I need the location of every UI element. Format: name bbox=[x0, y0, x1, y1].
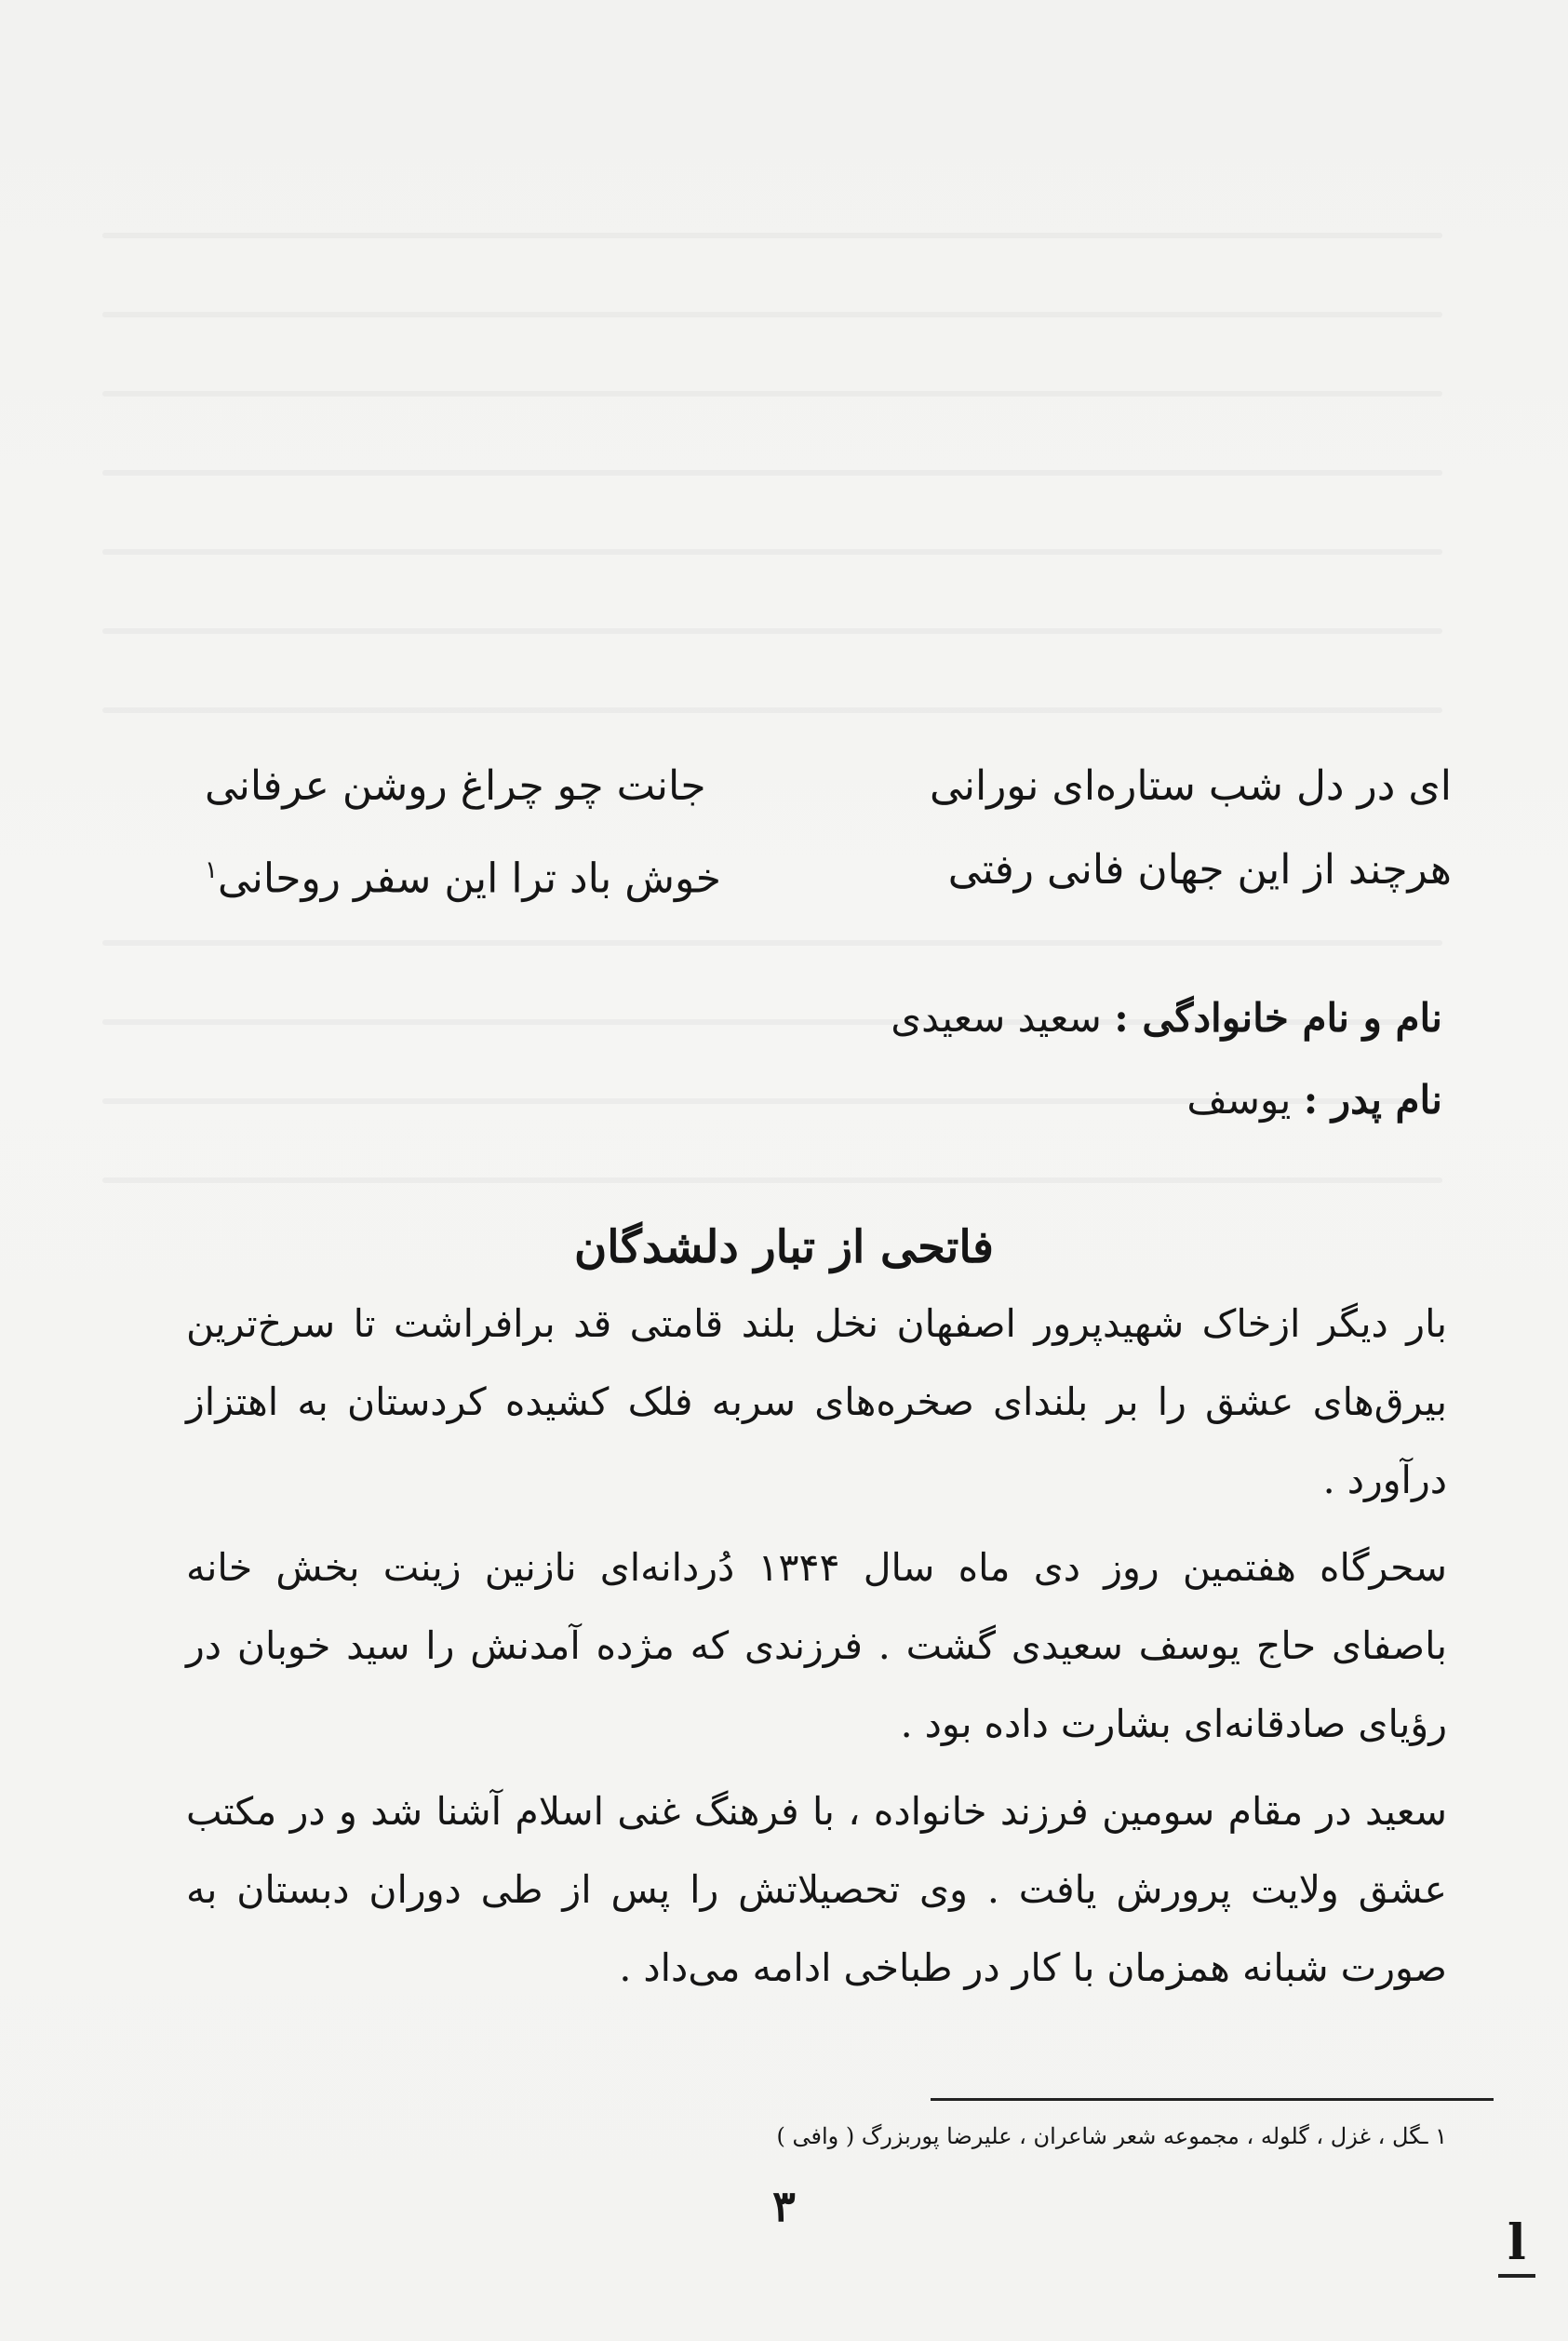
poem-hemistich-right: ای در دل شب ستاره‌ای نورانی bbox=[930, 762, 1452, 810]
paragraph: بار دیگر ازخاک شهیدپرور اصفهان نخل بلند قامتی قد برافراشت تا سرخ‌ترین بیرق‌های عشق را بر بلندای صخره‌های سربه فلک کشیده کردستان به اهتزاز درآورد . bbox=[186, 1301, 1447, 1502]
bleed-through-line bbox=[102, 1177, 1442, 1183]
father-name-row bbox=[512, 1059, 1442, 1141]
bleed-through-line bbox=[102, 707, 1442, 713]
margin-mark-underline bbox=[1498, 2274, 1535, 2278]
body-text bbox=[186, 1285, 1447, 2016]
footnote-divider bbox=[931, 2098, 1494, 2101]
father-name-value: یوسف bbox=[1186, 1077, 1292, 1123]
bleed-through-line bbox=[102, 549, 1442, 555]
father-name-label: نام پدر : bbox=[1303, 1077, 1442, 1123]
martyr-info bbox=[512, 977, 1442, 1141]
poem-hemistich-left bbox=[205, 828, 721, 912]
bleed-through-line bbox=[102, 391, 1442, 397]
bleed-through-line bbox=[102, 470, 1442, 476]
poem-block bbox=[205, 745, 1452, 912]
poem-hemistich-right: هرچند از این جهان فانی رفتی bbox=[947, 846, 1452, 894]
handwritten-margin-mark: l bbox=[1508, 2214, 1526, 2271]
bleed-through-line bbox=[102, 312, 1442, 317]
paragraph: سحرگاه هفتمین روز دی ماه سال ۱۳۴۴ دُردانه‌ای نازنین زینت بخش خانه باصفای حاج یوسف سعیدی گشت . فرزندی که مژده آمدنش را سید خوبان در رؤیای صادقانه‌ای بشارت داده بود . bbox=[186, 1545, 1447, 1746]
full-name-row bbox=[512, 977, 1442, 1059]
poem-line bbox=[205, 828, 1452, 912]
page-number: ۳ bbox=[772, 2181, 796, 2231]
bleed-through-line bbox=[102, 233, 1442, 238]
full-name-label: نام و نام خانوادگی : bbox=[1114, 995, 1442, 1041]
bleed-through-line bbox=[102, 940, 1442, 946]
bleed-through-line bbox=[102, 628, 1442, 634]
section-heading: فاتحی از تبار دلشدگان bbox=[574, 1221, 994, 1273]
poem-line bbox=[205, 745, 1452, 828]
footnote-reference: ۱ bbox=[205, 856, 218, 884]
poem-hemistich-left: جانت چو چراغ روشن عرفانی bbox=[205, 762, 706, 810]
poem-hemistich-left-text: خوش باد ترا این سفر روحانی bbox=[217, 854, 721, 903]
full-name-value: سعید سعیدی bbox=[891, 995, 1102, 1041]
footnote: ۱ ـگل ، غزل ، گلوله ، مجموعه شعر شاعران ، علیرضا پوربزرگ ( وافی ) bbox=[776, 2123, 1447, 2149]
paragraph: سعید در مقام سومین فرزند خانواده ، با فرهنگ غنی اسلام آشنا شد و در مکتب عشق ولایت پرورش یافت . وی تحصیلاتش را پس از طی دوران دبستان به صورت شبانه همزمان با کار در طباخی ادامه می‌داد . bbox=[186, 1789, 1447, 1990]
